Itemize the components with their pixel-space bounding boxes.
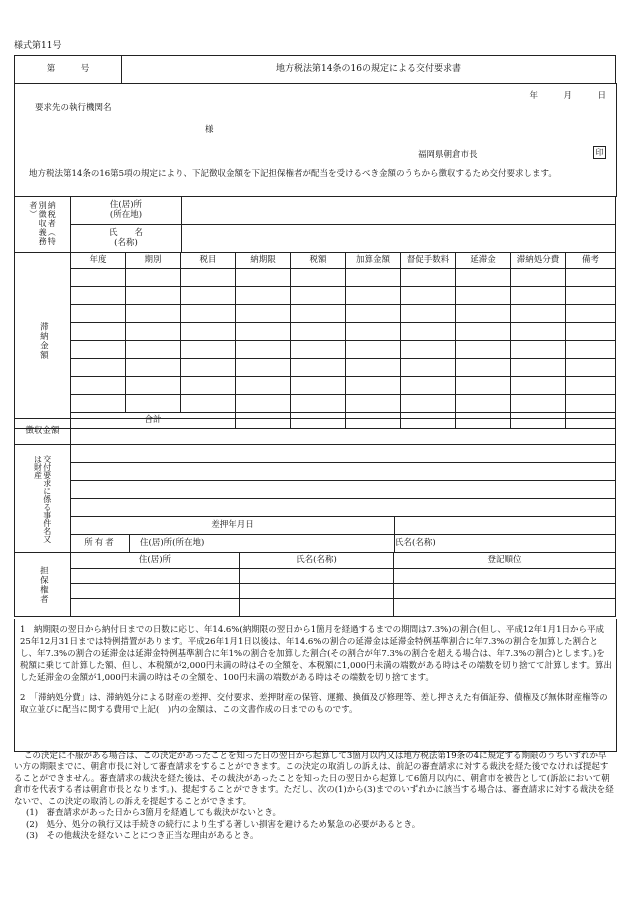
appeal-item-2: (2) 処分、処分の執行又は手続きの続行により生ずる著しい損害を避けるため緊急の必要があるとき。 [26, 819, 421, 830]
table-row [15, 359, 616, 377]
col-reminder-fee: 督促手数料 [401, 253, 456, 269]
col-disposition-cost: 滞納処分費 [511, 253, 566, 269]
title-table [14, 55, 616, 84]
secured-section-label: 担保権者 [15, 553, 71, 617]
col-period: 期別 [126, 253, 181, 269]
appeal-item-3: (3) その他裁決を経ないことにつき正当な理由があるとき。 [26, 831, 259, 842]
recipient-label: 要求先の執行機関名 [35, 103, 112, 113]
collection-amount-table [14, 418, 616, 445]
seizure-date-value [395, 517, 616, 535]
header-box [14, 83, 617, 197]
owner-address-label: 住(居)所(所在地) [130, 535, 395, 553]
secured-rank-label: 登記順位 [394, 553, 616, 569]
appeal-text: この決定に不服がある場合は、この決定があったことを知った日の翌日から起算して3箇月以内又は地方税法第19条の4に規定する期限のうちいずれか早い方の期限までに、朝倉市長に対して審査請求をすることができます。この決定の取消しの訴えは、前記の審査請求に対する裁決を経た後でなければ提起することができません。審査請求の裁決を経た後は、その裁決があったことを知った日の翌日から起算して6箇月以内に、朝倉市を被告として(訴訟において朝倉市を代表する者は朝倉市長となります。)、提起することができます。ただし、次の(1)から(3)までのいずれかに該当する場合は、審査請求に対する裁決を経ないで、この決定の取消しの訴えを提起することができます。 [14, 751, 614, 807]
col-remarks: 備考 [566, 253, 616, 269]
table-row [15, 377, 616, 395]
table-row [15, 269, 616, 287]
taxpayer-table [14, 196, 616, 253]
note-1: 1 納期限の翌日から納付日までの日数に応じ、年14.6%(納期限の翌日から1箇月を経過するまでの期間は7.3%)の割合(但し、平成12年1月1日から平成25年12月31日までは特例措置があります。平成26年1月1日以後は、年14.6%の割合の延滞金は延滞金特例基準割合に年7.3%の割合を加算した割合とし、年7.3%の割合の延滞金は延滞金特例基準割合に年1%の割合を加算した割合(その割合が年7.3%の割合を超える場合は、年7.3%の割合)とします。)を税額に乗じて計算した額、但し、本税額が2,000円未満の時はその全額を、本税額に1,000円未満の端数がある時はその端数を切り捨てて計算します。算出した延滞金の金額が1,000円未満の時はその全額を、100円未満の端数がある時はその端数を切り捨てます。 [20, 625, 612, 683]
col-due-date: 納期限 [236, 253, 291, 269]
honorific: 様 [205, 125, 214, 135]
taxpayer-address-value [182, 197, 616, 225]
taxpayer-name-label: 氏 名 (名称) [71, 225, 182, 253]
issuer-name: 福岡県朝倉市長 [418, 150, 478, 160]
owner-label: 所有者 [71, 535, 130, 553]
property-section-label: 交付要求に係る事件名又は財産 [15, 445, 71, 553]
col-tax-amount: 税額 [291, 253, 346, 269]
secured-creditor-table [14, 552, 616, 617]
appeal-notice [14, 751, 615, 843]
document-number-label: 第 号 [15, 56, 122, 84]
request-statement: 地方税法第14条の16第5項の規定により、下記徴収金額を下記担保権者が配当を受けるべき金額のうちから徴収するため交付要求します。 [29, 169, 557, 179]
request-date: 年 月 日 [529, 91, 606, 101]
seal-stamp: 印 [593, 146, 606, 159]
collection-amount-label: 徴収金額 [15, 419, 71, 445]
table-row [15, 287, 616, 305]
notes-box [14, 619, 617, 752]
appeal-item-1: (1) 審査請求があった日から3箇月を経過しても裁決がないとき。 [26, 808, 282, 819]
table-row [15, 395, 616, 413]
form-number: 様式第11号 [14, 41, 62, 51]
total-label: 合計 [71, 413, 236, 429]
taxpayer-section-label: 納税者（特別徴収義務者） [15, 197, 71, 253]
taxpayer-address-label: 住(居)所 (所在地) [71, 197, 182, 225]
seizure-date-label: 差押年月日 [71, 517, 395, 535]
col-tax-item: 税目 [181, 253, 236, 269]
table-row [15, 341, 616, 359]
arrears-table [14, 252, 616, 429]
table-row [15, 599, 616, 617]
col-late-fee: 延滞金 [456, 253, 511, 269]
table-row [15, 323, 616, 341]
document-title: 地方税法第14条の16の規定による交付要求書 [122, 56, 616, 84]
table-row [15, 569, 616, 584]
property-table [14, 444, 616, 553]
secured-name-label: 氏名(名称) [240, 553, 394, 569]
table-row [15, 305, 616, 323]
table-row [15, 584, 616, 599]
collection-amount-value [71, 419, 616, 445]
secured-address-label: 住(居)所 [71, 553, 240, 569]
owner-name-label: 氏名(名称) [395, 535, 616, 553]
arrears-section-label: 滞納金額 [15, 253, 71, 429]
note-2: 2 「滞納処分費」は、滞納処分による財産の差押、交付要求、差押財産の保管、運搬、換価及び修理等、差し押さえた有価証券、債権及び無体財産権等の取立並びに配当に関する費用で上記( )内の金額は、この文書作成の日までのものです。 [20, 693, 608, 716]
col-additional-amount: 加算金額 [346, 253, 401, 269]
col-fiscal-year: 年度 [71, 253, 126, 269]
taxpayer-name-value [182, 225, 616, 253]
